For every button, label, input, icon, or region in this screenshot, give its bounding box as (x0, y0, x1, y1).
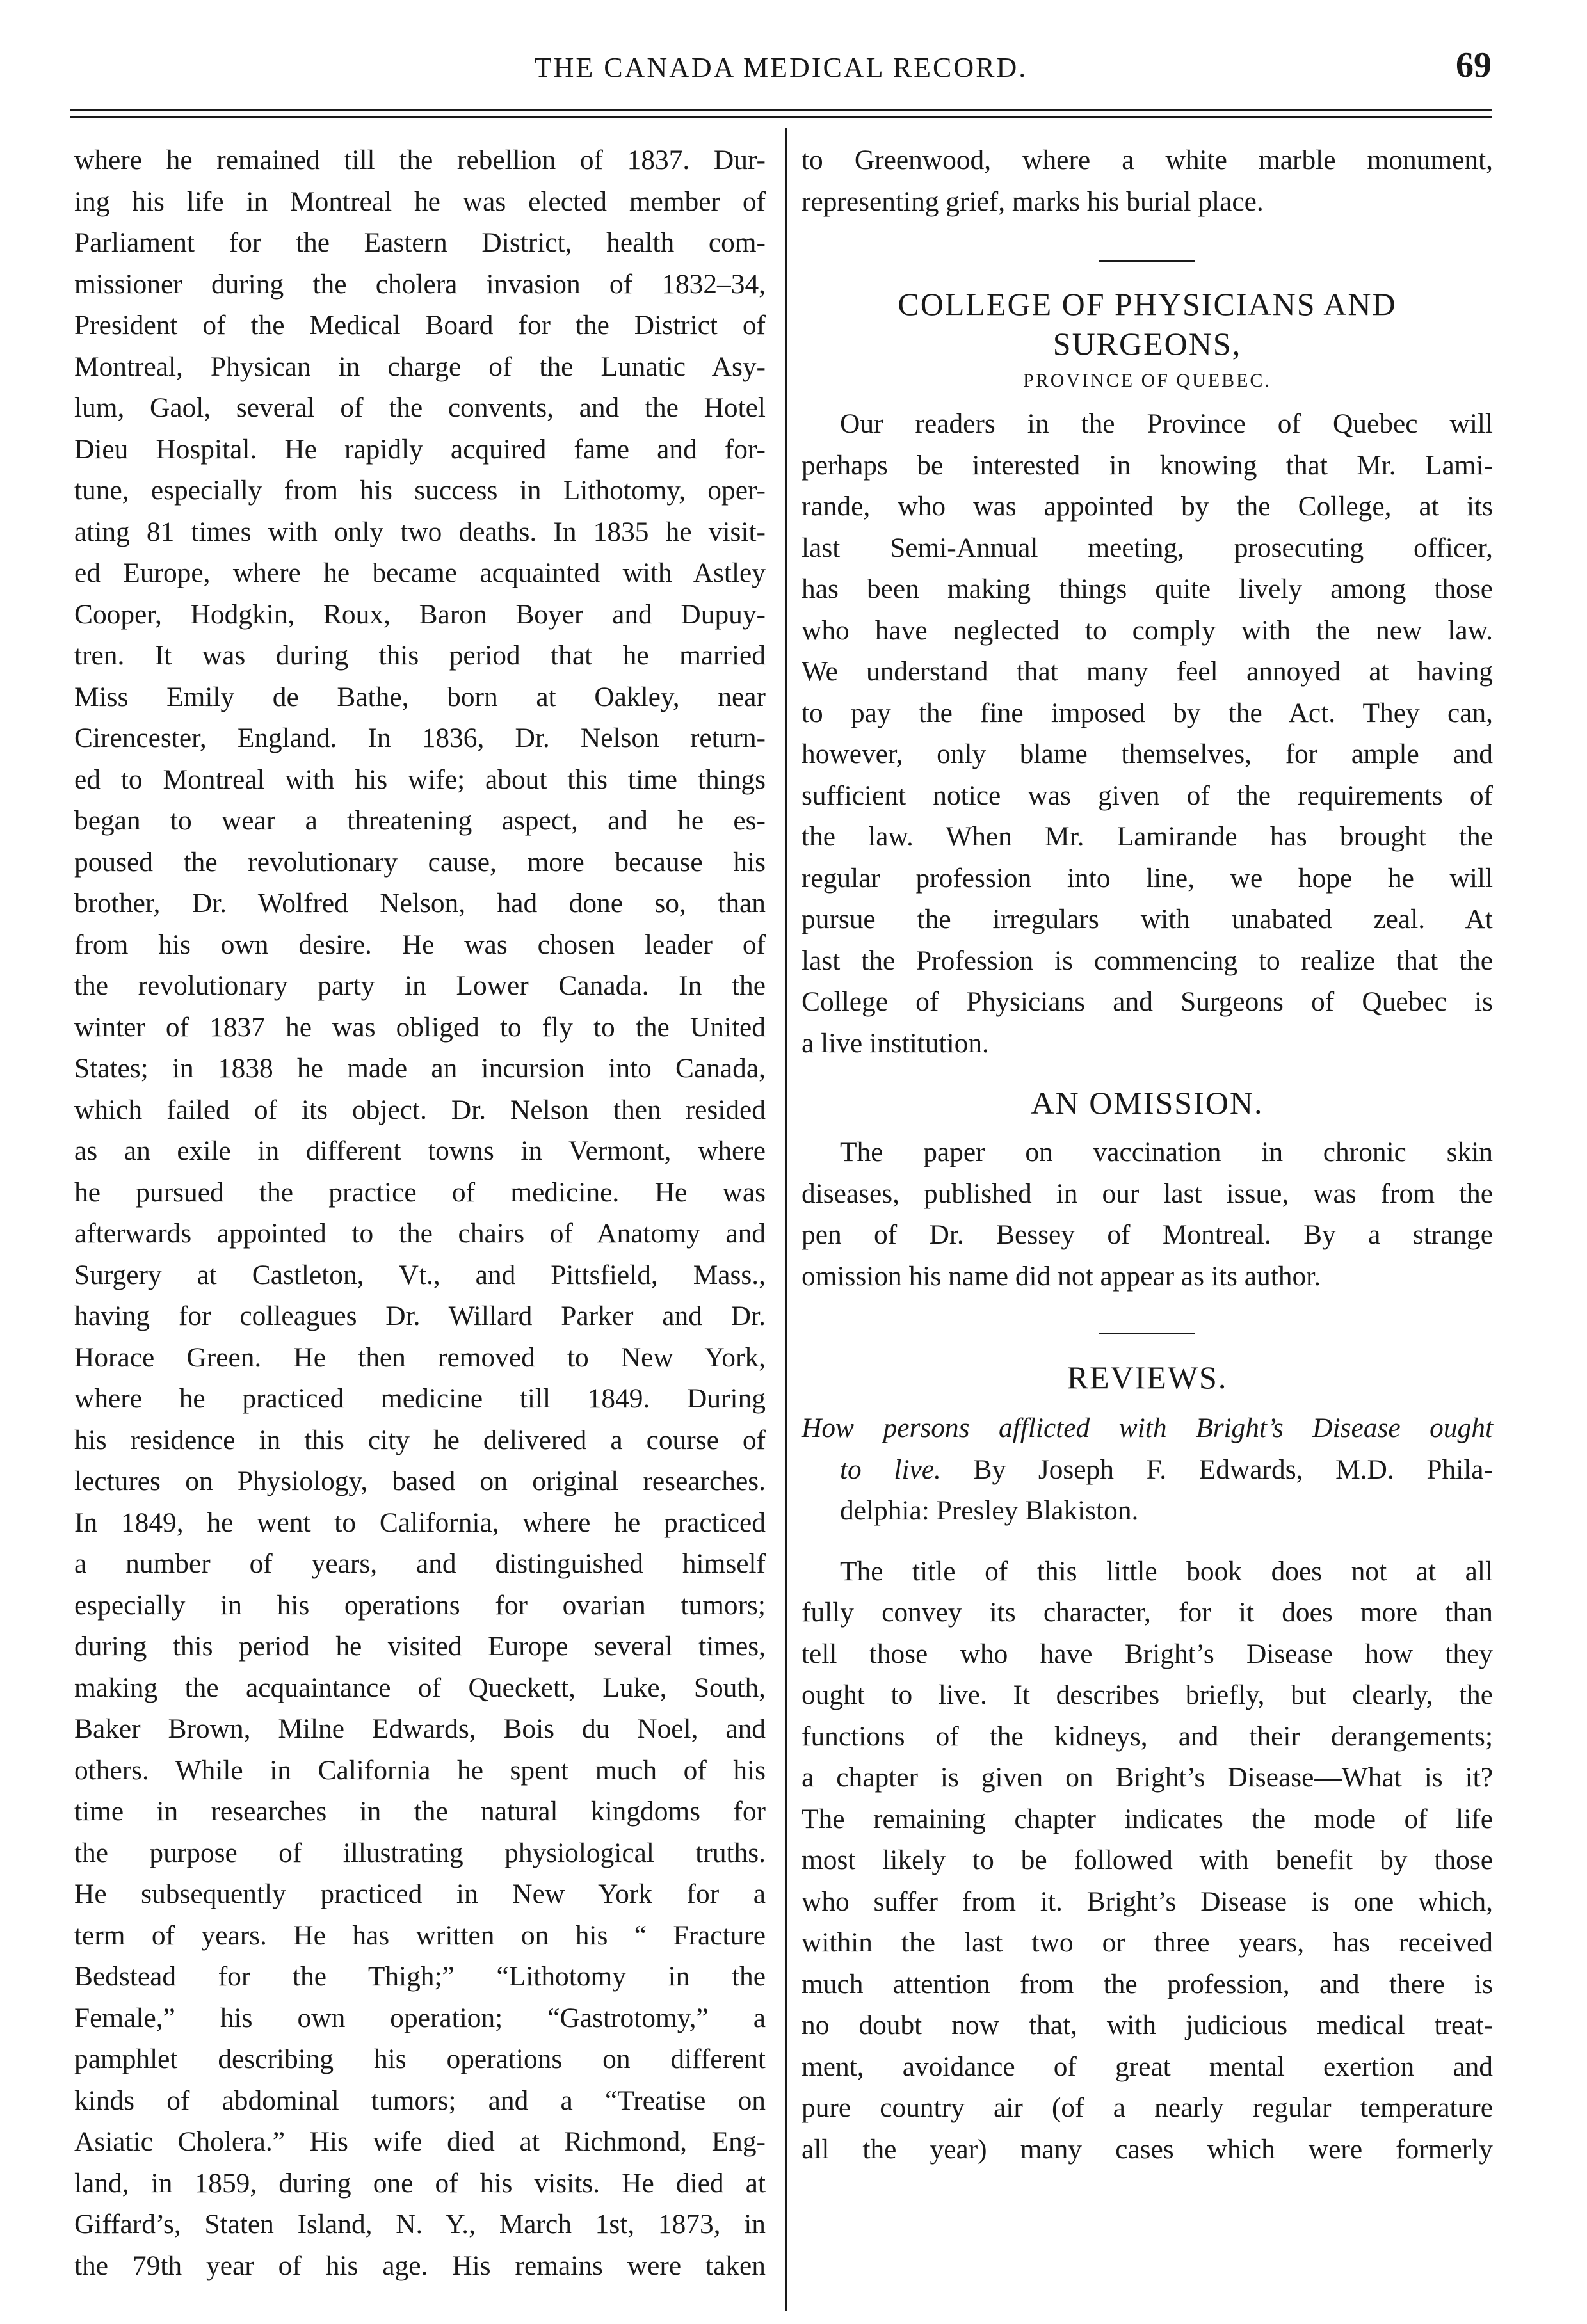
text-line: States; in 1838 he made an incursion into Canada, (74, 1053, 766, 1084)
text-line: last Semi-Annual meeting, prosecuting officer, (802, 532, 1493, 563)
page-number: 69 (1456, 45, 1492, 85)
text-line: rande, who was appointed by the College, at its (802, 491, 1493, 522)
text-line: where he remained till the rebellion of 1837. Dur- (74, 145, 766, 175)
text-line: sufficient notice was given of the requirements of (802, 780, 1493, 811)
text-line: lum, Gaol, several of the convents, and the Hotel (74, 392, 766, 423)
text-line: He subsequently practiced in New York for a (74, 1879, 766, 1909)
review-title-line (802, 1449, 1493, 1491)
text-line: Cooper, Hodgkin, Roux, Baron Boyer and Dupuy- (74, 598, 766, 630)
text-line: the purpose of illustrating physiological truths. (74, 1837, 766, 1868)
text-line: Asiatic Cholera.” His wife died at Richmond, Eng- (74, 2126, 766, 2157)
text-line: who have neglected to comply with the new law. (802, 614, 1493, 646)
text-line: ing his life in Montreal he was elected member of (74, 186, 766, 217)
text-line: perhaps be interested in knowing that Mr. Lami- (802, 449, 1493, 481)
text-line: regular profession into line, we hope he will (802, 862, 1493, 894)
text-line: ought to live. It describes briefly, but clearly, the (802, 1679, 1493, 1710)
text-line: Montreal, Physican in charge of the Lunatic Asy- (74, 351, 766, 382)
text-line: no doubt now that, with judicious medical treat- (802, 2010, 1493, 2040)
text-line: Giffard’s, Staten Island, N. Y., March 1st, 1873, in (74, 2209, 766, 2240)
text-line: last the Profession is commencing to realize that the (802, 945, 1493, 976)
text-line: he pursued the practice of medicine. He was (74, 1176, 766, 1208)
text-line: Baker Brown, Milne Edwards, Bois du Noel, and (74, 1713, 766, 1744)
text-line: who suffer from it. Bright’s Disease is one which, (802, 1886, 1493, 1917)
text-line: The remaining chapter indicates the mode of life (802, 1803, 1493, 1834)
text-line: a live institution. (802, 1027, 989, 1059)
text-line: lectures on Physiology, based on original researches. (74, 1466, 766, 1496)
text-line: where he practiced medicine till 1849. During (74, 1383, 766, 1414)
text-line: pamphlet describing his operations on different (74, 2044, 766, 2074)
text-line: ed to Montreal with his wife; about this time things (74, 764, 766, 795)
text-line: all the year) many cases which were formerly (802, 2133, 1493, 2165)
text-line: having for colleagues Dr. Willard Parker and Dr. (74, 1301, 766, 1331)
section-heading-reviews: REVIEWS. (1067, 1359, 1228, 1395)
text-line: the law. When Mr. Lamirande has brought the (802, 821, 1493, 852)
text-line: to pay the fine imposed by the Act. They can, (802, 697, 1493, 728)
text-line: ed Europe, where he became acquainted with Astley (74, 557, 766, 588)
header-rule-thick (70, 109, 1492, 111)
text-line: ment, avoidance of great mental exertion and (802, 2051, 1493, 2082)
text-line: The title of this little book does not at all (840, 1555, 1493, 1587)
text-line: Surgery at Castleton, Vt., and Pittsfield, Mass., (74, 1259, 766, 1290)
text-line: much attention from the profession, and there is (802, 1968, 1493, 1999)
text-line: Female,” his own operation; “Gastrotomy,” a (74, 2002, 766, 2033)
text-line: term of years. He has written on his “ Fracture (74, 1919, 766, 1951)
text-line: pure country air (of a nearly regular temperature (802, 2092, 1493, 2123)
text-line: We understand that many feel annoyed at having (802, 656, 1493, 687)
text-line: ating 81 times with only two deaths. In 1835 he visit- (74, 516, 766, 547)
text-line: has been making things quite lively among those (802, 573, 1493, 604)
text-line: pen of Dr. Bessey of Montreal. By a strange (802, 1219, 1493, 1250)
text-line: In 1849, he went to California, where he practiced (74, 1507, 766, 1538)
text-line: missioner during the cholera invasion of 1832–34, (74, 268, 766, 300)
text-line: especially in his operations for ovarian tumors; (74, 1589, 766, 1621)
text-line: making the acquaintance of Queckett, Luke, South, (74, 1672, 766, 1703)
text-line: a chapter is given on Bright’s Disease—What is it? (802, 1762, 1493, 1793)
text-line: Parliament for the Eastern District, health com- (74, 227, 766, 258)
text-line: which failed of its object. Dr. Nelson then resided (74, 1094, 766, 1125)
text-line: Cirencester, England. In 1836, Dr. Nelson return- (74, 723, 766, 753)
column-divider (785, 128, 787, 2311)
text-line: time in researches in the natural kingdoms for (74, 1796, 766, 1827)
text-line: President of the Medical Board for the District of (74, 310, 766, 341)
text-line: the 79th year of his age. His remains were taken (74, 2250, 766, 2281)
text-line: Our readers in the Province of Quebec will (840, 408, 1493, 439)
text-line: from his own desire. He was chosen leader of (74, 929, 766, 960)
text-line: a number of years, and distinguished himself (74, 1548, 766, 1579)
running-title: THE CANADA MEDICAL RECORD. (534, 52, 1028, 83)
text-line: during this period he visited Europe several times, (74, 1631, 766, 1662)
text-line: Bedstead for the Thigh;” “Lithotomy in the (74, 1961, 766, 1992)
text-line: The paper on vaccination in chronic skin (840, 1137, 1493, 1167)
text-line: the revolutionary party in Lower Canada. In the (74, 970, 766, 1001)
text-line: tell those who have Bright’s Disease how they (802, 1638, 1493, 1669)
text-line: omission his name did not appear as its author. (802, 1260, 1321, 1292)
section-subheading-province: PROVINCE OF QUEBEC. (1023, 370, 1271, 391)
text-line: fully convey its character, for it does more than (802, 1597, 1493, 1628)
section-heading-omission: AN OMISSION. (1031, 1085, 1264, 1121)
section-heading-college: COLLEGE OF PHYSICIANS AND (898, 286, 1397, 322)
text-line: as an exile in different towns in Vermont, where (74, 1135, 766, 1166)
text-line: brother, Dr. Wolfred Nelson, had done so, than (74, 888, 766, 918)
review-author: By Joseph F. Edwards, M.D. Phila- (973, 1454, 1493, 1485)
text-line: his residence in this city he delivered a course of (74, 1424, 766, 1455)
header-rule-thin (70, 116, 1492, 118)
text-line: however, only blame themselves, for ample and (802, 739, 1493, 769)
text-line: land, in 1859, during one of his visits. He died at (74, 2167, 766, 2199)
text-line: pursue the irregulars with unabated zeal. At (802, 904, 1493, 934)
text-line: Dieu Hospital. He rapidly acquired fame and for- (74, 433, 766, 465)
text-line: most likely to be followed with benefit by those (802, 1845, 1493, 1875)
review-title-italic: to live. (840, 1454, 941, 1485)
text-line: functions of the kidneys, and their derangements; (802, 1720, 1493, 1752)
text-line: within the last two or three years, has received (802, 1927, 1493, 1958)
text-line: began to wear a threatening aspect, and he es- (74, 805, 766, 836)
left-column (74, 140, 766, 2286)
section-heading-college-line2: SURGEONS, (1052, 326, 1242, 362)
text-line: afterwards appointed to the chairs of Anatomy and (74, 1218, 766, 1249)
text-line: others. While in California he spent much of his (74, 1754, 766, 1786)
review-publisher: delphia: Presley Blakiston. (840, 1495, 1139, 1526)
text-line: Miss Emily de Bathe, born at Oakley, near (74, 681, 766, 712)
text-line: Horace Green. He then removed to New York, (74, 1342, 766, 1373)
review-title-line: How persons afflicted with Bright’s Disease ought (802, 1413, 1493, 1443)
text-line: tune, especially from his success in Lithotomy, oper- (74, 475, 766, 506)
text-line: diseases, published in our last issue, was from the (802, 1178, 1493, 1209)
right-column (802, 140, 1493, 2170)
text-line: poused the revolutionary cause, more because his (74, 846, 766, 878)
text-line: to Greenwood, where a white marble monument, (802, 145, 1493, 175)
text-line: College of Physicians and Surgeons of Quebec is (802, 986, 1493, 1017)
text-line: winter of 1837 he was obliged to fly to the United (74, 1011, 766, 1043)
text-line: kinds of abdominal tumors; and a “Treatise on (74, 2085, 766, 2116)
page-header (70, 45, 1492, 96)
text-line: tren. It was during this period that he married (74, 640, 766, 671)
text-line: representing grief, marks his burial place. (802, 186, 1264, 217)
